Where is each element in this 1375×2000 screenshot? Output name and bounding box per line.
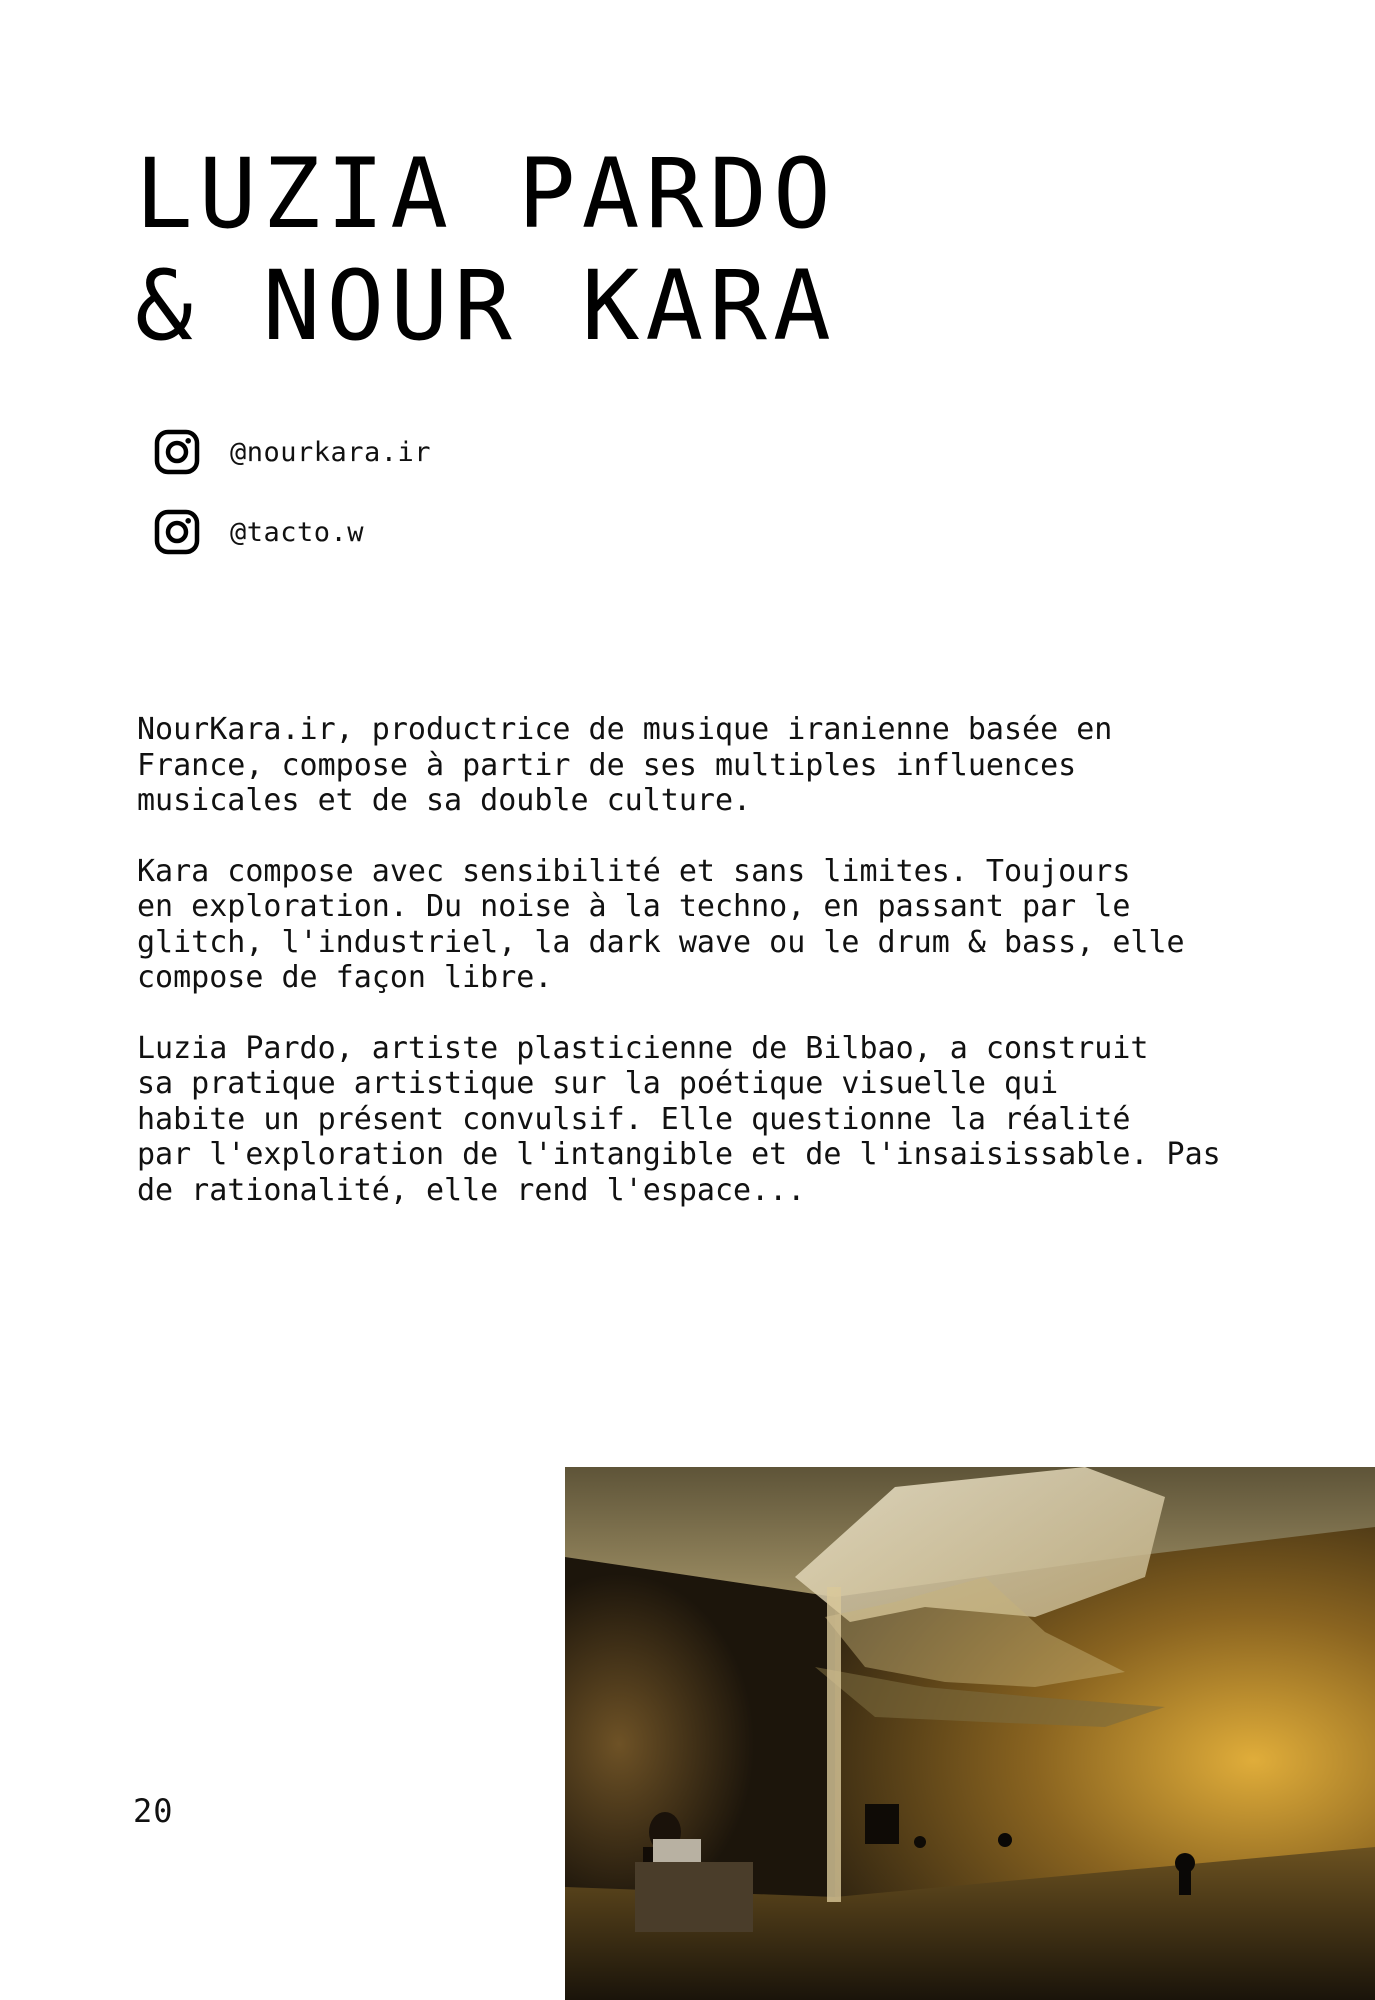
installation-photo	[565, 1467, 1375, 2000]
paragraph: Luzia Pardo, artiste plasticienne de Bilbao, a construit sa pratique artistique sur la poétique visuelle qui habite un présent convulsif. Elle questionne la réalité par l'exploration de l'intangible et de l'insaisissable. Pas de rationalité, elle rend l'espace...	[137, 1030, 1221, 1208]
title-line-2: & NOUR KARA	[135, 250, 837, 362]
social-link-nourkara[interactable]	[153, 426, 431, 478]
paragraph: Kara compose avec sensibilité et sans limites. Toujours en exploration. Du noise à la techno, en passant par le glitch, l'industriel, la dark wave ou le drum & bass, elle compose de façon libre.	[137, 853, 1185, 995]
artist-description	[137, 712, 1247, 1243]
page-number: 20	[133, 1792, 174, 1830]
paragraph: NourKara.ir, productrice de musique iranienne basée en France, compose à partir de ses multiples influences musicales et de sa double culture.	[137, 712, 1113, 818]
page-title	[135, 138, 837, 362]
social-handle[interactable]: @nourkara.ir	[230, 436, 432, 468]
title-line-1: LUZIA PARDO	[135, 138, 837, 250]
instagram-icon	[153, 428, 201, 476]
instagram-icon	[153, 508, 201, 556]
social-link-tacto[interactable]	[153, 506, 364, 558]
social-handle[interactable]: @tacto.w	[230, 516, 365, 548]
photo-illustration	[565, 1467, 1375, 2000]
